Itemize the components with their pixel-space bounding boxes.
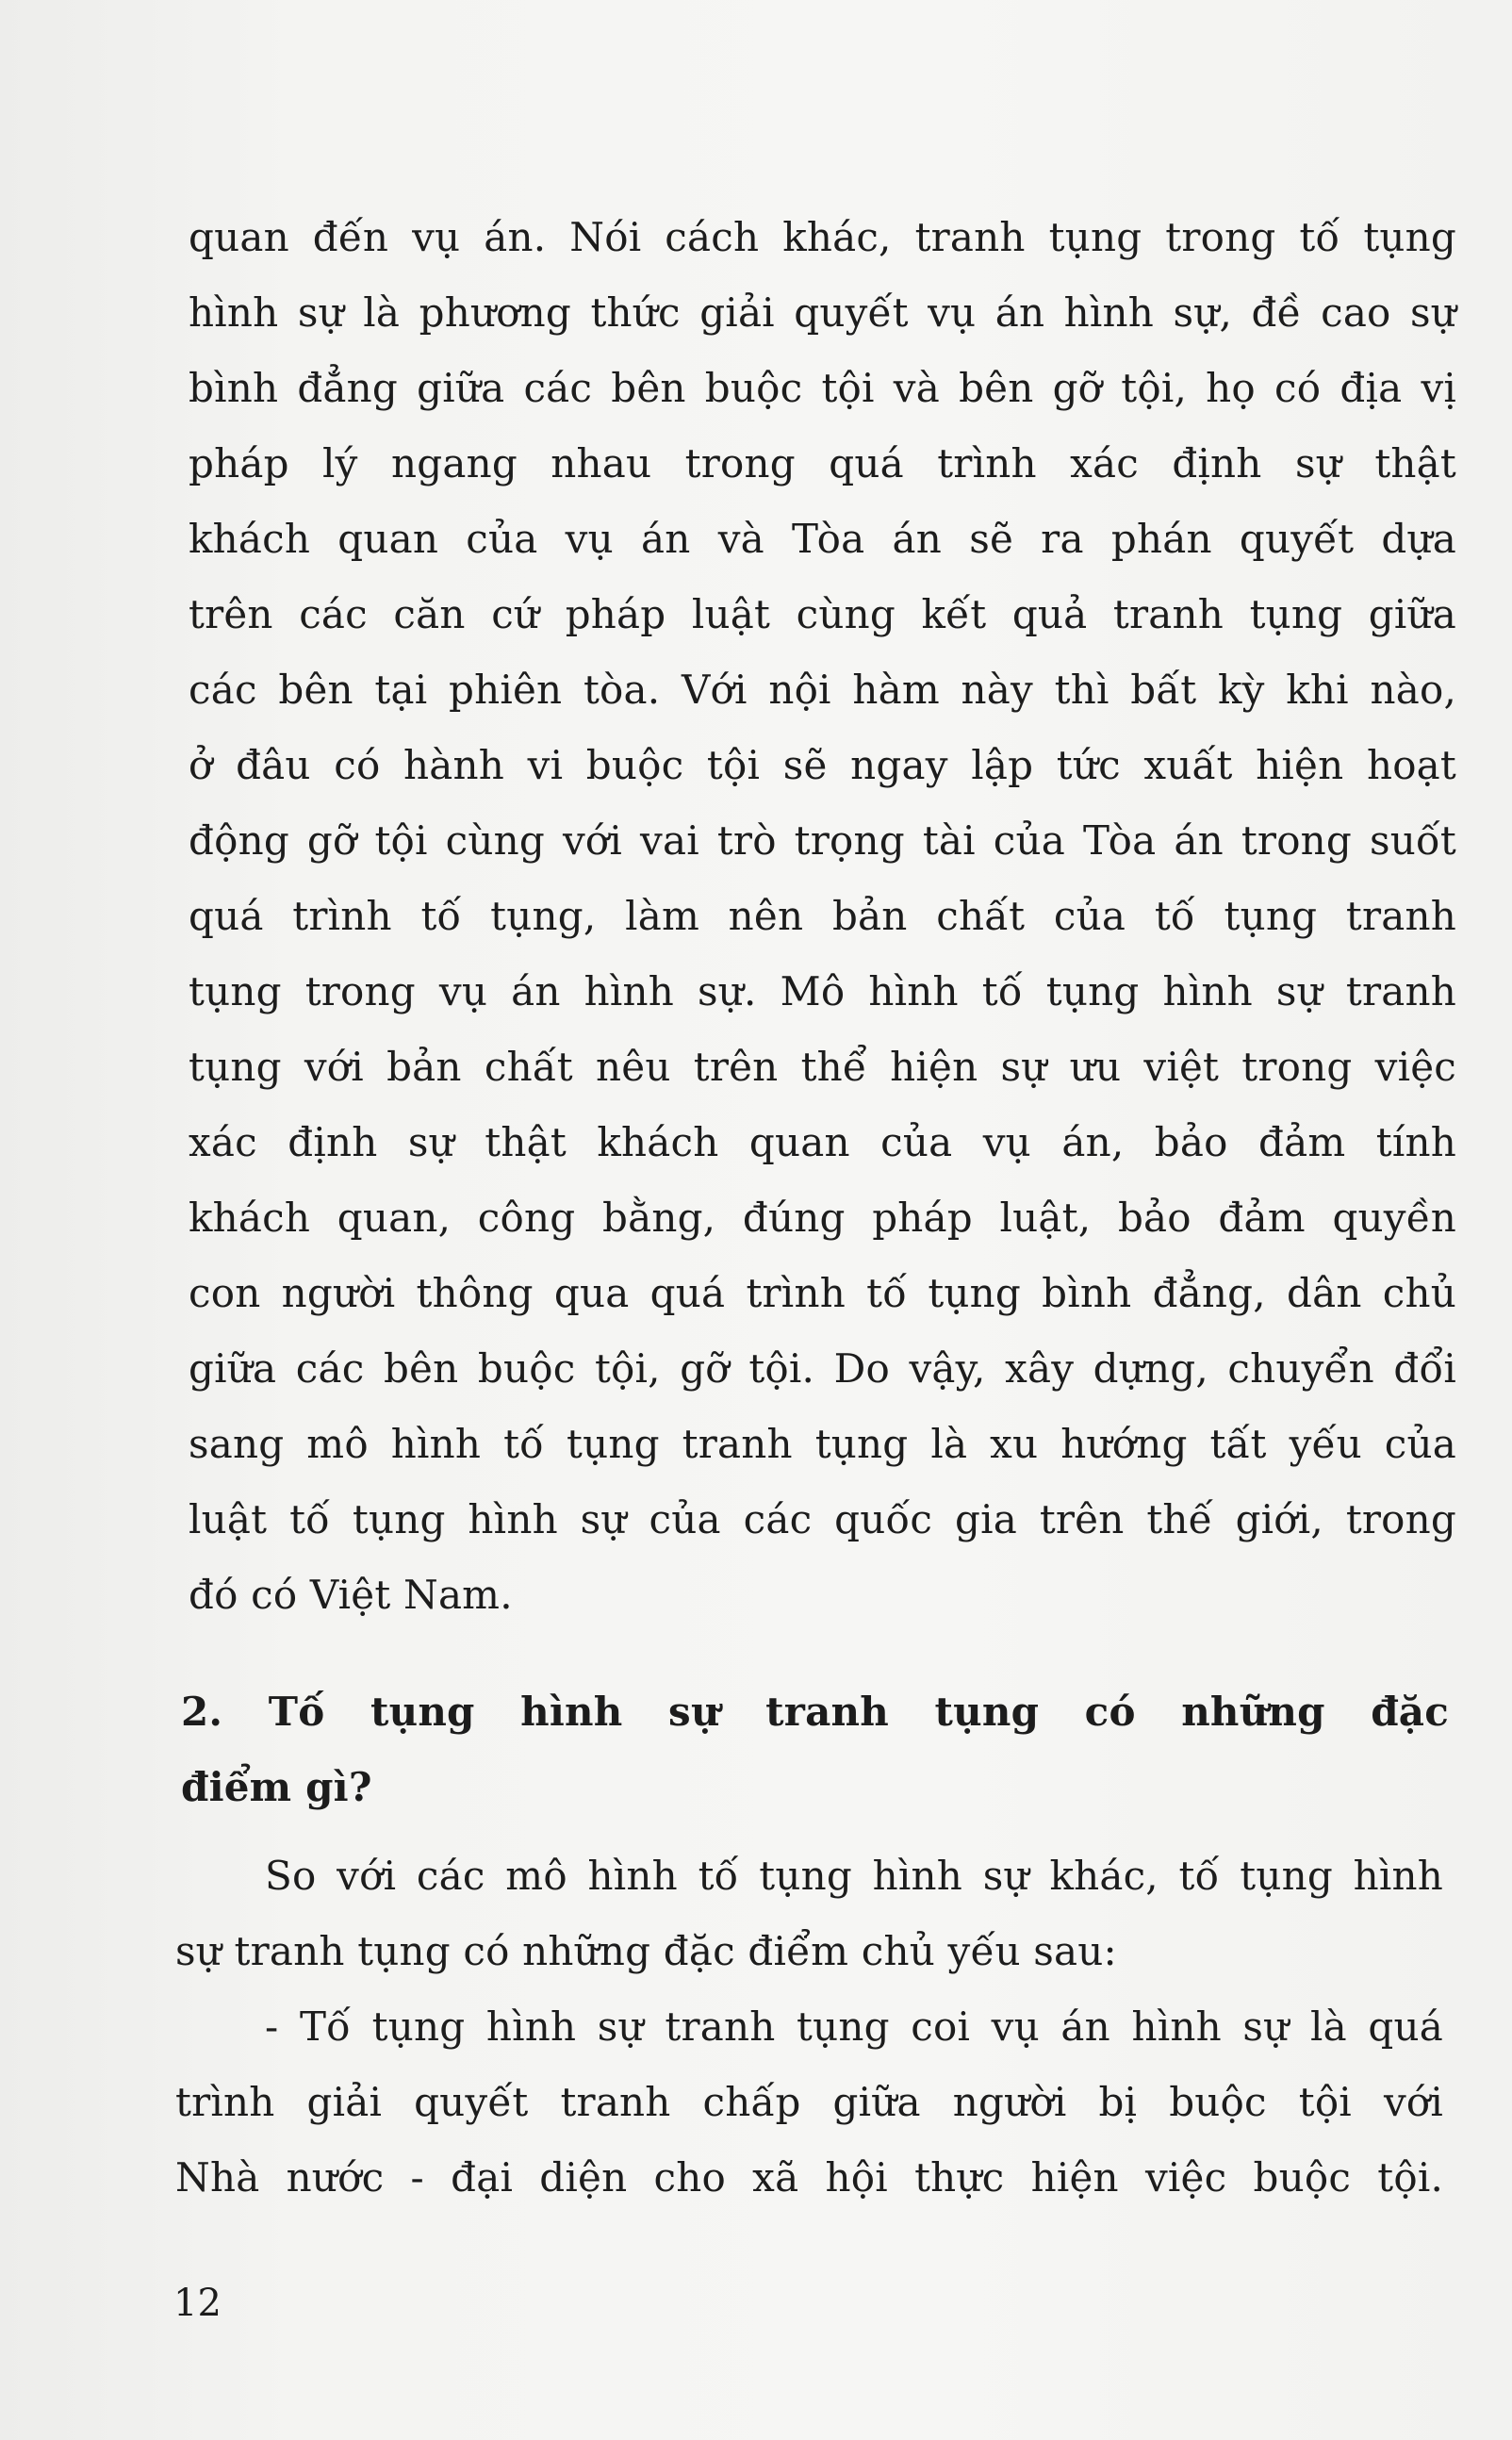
text-line: tụng trong vụ án hình sự. Mô hình tố tụng hình sự tranh <box>189 968 1456 1014</box>
text-line: sự tranh tụng có những đặc điểm chủ yếu sau: <box>175 1928 1117 1974</box>
text-line: Nhà nước - đại diện cho xã hội thực hiện việc buộc tội. <box>175 2154 1443 2201</box>
heading-line: 2. Tố tụng hình sự tranh tụng có những đặc <box>181 1689 1449 1735</box>
text-line: con người thông qua quá trình tố tụng bình đẳng, dân chủ <box>189 1270 1456 1316</box>
text-line: quan đến vụ án. Nói cách khác, tranh tụng trong tố tụng <box>189 214 1456 260</box>
heading-line: điểm gì? <box>181 1764 372 1810</box>
text-line: khách quan, công bằng, đúng pháp luật, bảo đảm quyền <box>189 1195 1456 1241</box>
text-line: bình đẳng giữa các bên buộc tội và bên gỡ tội, họ có địa vị <box>189 365 1456 411</box>
text-line: hình sự là phương thức giải quyết vụ án hình sự, đề cao sự <box>189 289 1456 336</box>
text-line: luật tố tụng hình sự của các quốc gia trên thế giới, trong <box>189 1496 1456 1542</box>
text-line: So với các mô hình tố tụng hình sự khác, tố tụng hình <box>265 1853 1443 1899</box>
section-heading <box>181 1674 1449 1825</box>
text-line: trên các căn cứ pháp luật cùng kết quả tranh tụng giữa <box>189 591 1456 637</box>
paragraph-1 <box>189 200 1456 1633</box>
text-line: động gỡ tội cùng với vai trò trọng tài của Tòa án trong suốt <box>189 817 1456 864</box>
text-line: sang mô hình tố tụng tranh tụng là xu hướng tất yếu của <box>189 1421 1456 1467</box>
text-line: tụng với bản chất nêu trên thể hiện sự ưu việt trong việc <box>189 1044 1456 1090</box>
text-line: - Tố tụng hình sự tranh tụng coi vụ án hình sự là quá <box>265 2003 1443 2050</box>
text-line: đó có Việt Nam. <box>189 1572 513 1618</box>
text-line: các bên tại phiên tòa. Với nội hàm này thì bất kỳ khi nào, <box>189 667 1456 713</box>
page-number: 12 <box>173 2282 222 2325</box>
text-line: trình giải quyết tranh chấp giữa người bị buộc tội với <box>175 2079 1443 2125</box>
text-line: giữa các bên buộc tội, gỡ tội. Do vậy, xây dựng, chuyển đổi <box>189 1345 1456 1392</box>
text-line: pháp lý ngang nhau trong quá trình xác định sự thật <box>189 440 1456 486</box>
text-line: ở đâu có hành vi buộc tội sẽ ngay lập tức xuất hiện hoạt <box>189 742 1456 788</box>
text-line: quá trình tố tụng, làm nên bản chất của tố tụng tranh <box>189 893 1456 939</box>
paragraph-2 <box>175 1838 1443 2216</box>
text-line: khách quan của vụ án và Tòa án sẽ ra phán quyết dựa <box>189 516 1456 562</box>
text-line: xác định sự thật khách quan của vụ án, bảo đảm tính <box>189 1119 1456 1165</box>
